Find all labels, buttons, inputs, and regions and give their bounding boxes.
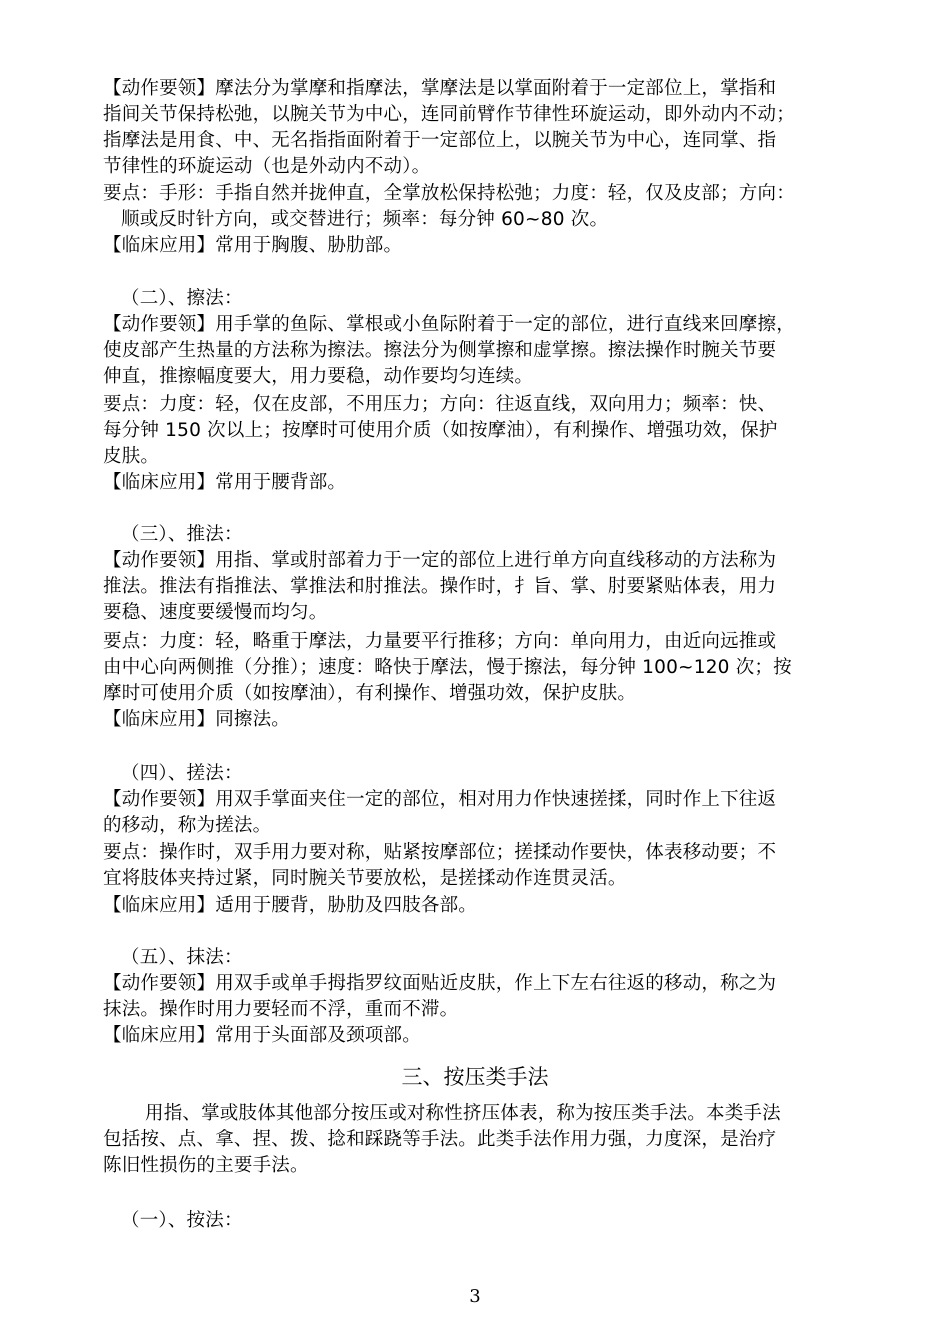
section-heading: （三）、推法：: [121, 524, 243, 545]
key-points-line: 摩时可使用介质（如按摩油），有利操作、增强功效，保护皮肤。: [103, 683, 637, 704]
text-line: 【动作要领】用双手或单手拇指罗纹面贴近皮肤，作上下左右往返的移动，称之为: [103, 973, 777, 994]
text-line: 节律性的环旋运动（也是外动内不动）。: [103, 156, 431, 177]
text-line: 指间关节保持松弛，以腕关节为中心，连同前臂作节律性环旋运动，即外动内不动；: [103, 104, 795, 125]
text-line: 使皮部产生热量的方法称为擦法。擦法分为侧掌擦和虚掌擦。擦法操作时腕关节要: [103, 340, 777, 361]
key-points-line: 要点：操作时，双手用力要对称，贴紧按摩部位；搓揉动作要快，体表移动要；不: [103, 842, 777, 863]
paragraph-line: 用指、掌或肢体其他部分按压或对称性挤压体表，称为按压类手法。本类手法: [145, 1103, 781, 1124]
text-line: 推法。推法有指推法、掌推法和肘推法。操作时，扌旨、掌、肘要紧贴体表，用力: [103, 576, 777, 597]
clinical-application: 【临床应用】常用于头面部及颈项部。: [103, 1025, 421, 1046]
paragraph-line: 包括按、点、拿、捏、拨、捻和踩跷等手法。此类手法作用力强，力度深，是治疗: [103, 1129, 777, 1150]
text-line: 伸直，推擦幅度要大，用力要稳，动作要均匀连续。: [103, 366, 534, 387]
paragraph-line: 陈旧性损伤的主要手法。: [103, 1155, 309, 1176]
text-line: 【动作要领】摩法分为掌摩和指摩法，掌摩法是以掌面附着于一定部位上，掌指和: [103, 78, 777, 99]
section-heading: （五）、抹法：: [121, 947, 243, 968]
text-line: 【动作要领】用双手掌面夹住一定的部位，相对用力作快速搓揉，同时作上下往返: [103, 789, 777, 810]
key-points-line: 宜将肢体夹持过紧，同时腕关节要放松，是搓揉动作连贯灵活。: [103, 868, 627, 889]
section-heading: （一）、按法：: [121, 1210, 243, 1231]
key-points-line: 每分钟 150 次以上；按摩时可使用介质（如按摩油），有利操作、增强功效，保护: [103, 420, 778, 441]
text-line: 的移动，称为搓法。: [103, 815, 272, 836]
text-line: 指摩法是用食、中、无名指指面附着于一定部位上，以腕关节为中心，连同掌、指: [103, 130, 777, 151]
text-line: 【动作要领】用手掌的鱼际、掌根或小鱼际附着于一定的部位，进行直线来回摩擦，: [103, 314, 795, 335]
section-heading: （二）、擦法：: [121, 288, 243, 309]
key-points-line: 皮肤。: [103, 446, 160, 467]
chapter-title: 三、按压类手法: [401, 1065, 549, 1089]
text-line: 要稳、速度要缓慢而均匀。: [103, 602, 328, 623]
clinical-application: 【临床应用】适用于腰背，胁肋及四肢各部。: [103, 895, 478, 916]
section-heading: （四）、搓法：: [121, 763, 243, 784]
text-line: 抹法。操作时用力要轻而不浮，重而不滞。: [103, 999, 459, 1020]
key-points-line: 顺或反时针方向，或交替进行；频率：每分钟 60~80 次。: [121, 209, 609, 230]
page-number: 3: [469, 1286, 481, 1307]
clinical-application: 【临床应用】常用于胸腹、胁肋部。: [103, 235, 403, 256]
key-points-line: 要点：力度：轻，仅在皮部，不用压力；方向：往返直线，双向用力；频率：快、: [103, 394, 777, 415]
clinical-application: 【临床应用】同擦法。: [103, 709, 291, 730]
clinical-application: 【临床应用】常用于腰背部。: [103, 472, 347, 493]
text-line: 【动作要领】用指、掌或肘部着力于一定的部位上进行单方向直线移动的方法称为: [103, 550, 777, 571]
key-points-line: 要点：手形：手指自然并拢伸直，全掌放松保持松弛；力度：轻，仅及皮部；方向：: [103, 183, 795, 204]
key-points-line: 要点：力度：轻，略重于摩法，力量要平行推移；方向：单向用力，由近向远推或: [103, 631, 777, 652]
key-points-line: 由中心向两侧推（分推）；速度：略快于摩法，慢于擦法，每分钟 100~120 次；按: [103, 657, 792, 678]
